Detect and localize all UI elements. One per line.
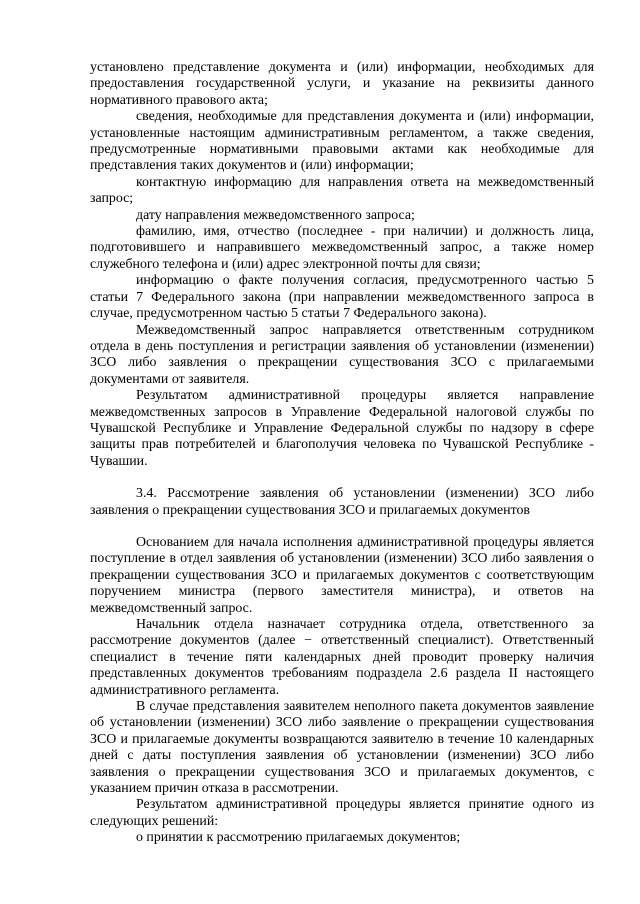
paragraph: Начальник отдела назначает сотрудника отдела, ответственного за рассмотрение документов (далее − ответственный специалист). Ответственный специалист в течение пяти календарных дней проводит проверку наличия представленных документов требованиям подраздела 2.6 раздела II настоящего административного регламента. (90, 617, 594, 698)
paragraph: установлено представление документа и (или) информации, необходимых для предоставления государственной услуги, и указание на реквизиты данного нормативного правового акта; (90, 60, 594, 108)
paragraph: Основанием для начала исполнения административной процедуры является поступление в отдел заявления об установлении (изменении) ЗСО либо заявления о прекращении существования ЗСО и прилагаемых документов с соответствующим поручением министра (первого заместителя министра), и ответов на межведомственный запрос. (90, 534, 594, 616)
paragraph: сведения, необходимые для представления документа и (или) информации, установленные настоящим административным регламентом, а также сведения, предусмотренные нормативными правовыми актами как необходимые для представления таких документов и (или) информации; (90, 109, 594, 174)
paragraph: фамилию, имя, отчество (последнее - при наличии) и должность лица, подготовившего и направившего межведомственный запрос, а также номер служебного телефона и (или) адрес электронной почты для связи; (90, 224, 594, 272)
paragraph: Межведомственный запрос направляется ответственным сотрудником отдела в день поступления и регистрации заявления об установлении (изменении) ЗСО либо заявления о прекращении существования ЗСО с прилагаемыми документами от заявителя. (90, 322, 594, 387)
section-heading: 3.4. Рассмотрение заявления об установлении (изменении) ЗСО либо заявления о прекращении существования ЗСО и прилагаемых документов (90, 486, 594, 518)
paragraph: о принятии к рассмотрению прилагаемых документов; (136, 830, 461, 846)
paragraph: информацию о факте получения согласия, предусмотренного частью 5 статьи 7 Федерального закона (при направлении межведомственного запроса в случае, предусмотренном частью 5 статьи 7 Федерального закона). (90, 273, 594, 322)
spacer (90, 470, 594, 486)
paragraph: контактную информацию для направления ответа на межведомственный запрос; (90, 174, 594, 207)
spacer (90, 519, 594, 535)
paragraph: Результатом административной процедуры является принятие одного из следующих решений: (90, 797, 594, 829)
paragraph: Результатом административной процедуры является направление межведомственных запросов в Управление Федеральной налоговой службы по Чувашской Республике и Управление Федеральной службы по надзору в сфере защиты прав потребителей и благополучия человека по Чувашской Республике - Чувашии. (90, 388, 594, 469)
paragraph: дату направления межведомственного запроса; (136, 207, 415, 223)
document-page (90, 60, 594, 847)
paragraph: В случае представления заявителем неполного пакета документов заявление об установлении (изменении) ЗСО либо заявление о прекращении существования ЗСО и прилагаемые документы возвращаются заявителю в течение 10 календарных дней с даты поступления заявления об установлении (изменении) ЗСО либо заявления о прекращении существования ЗСО и прилагаемых документов, с указанием причин отказа в рассмотрении. (90, 699, 594, 797)
